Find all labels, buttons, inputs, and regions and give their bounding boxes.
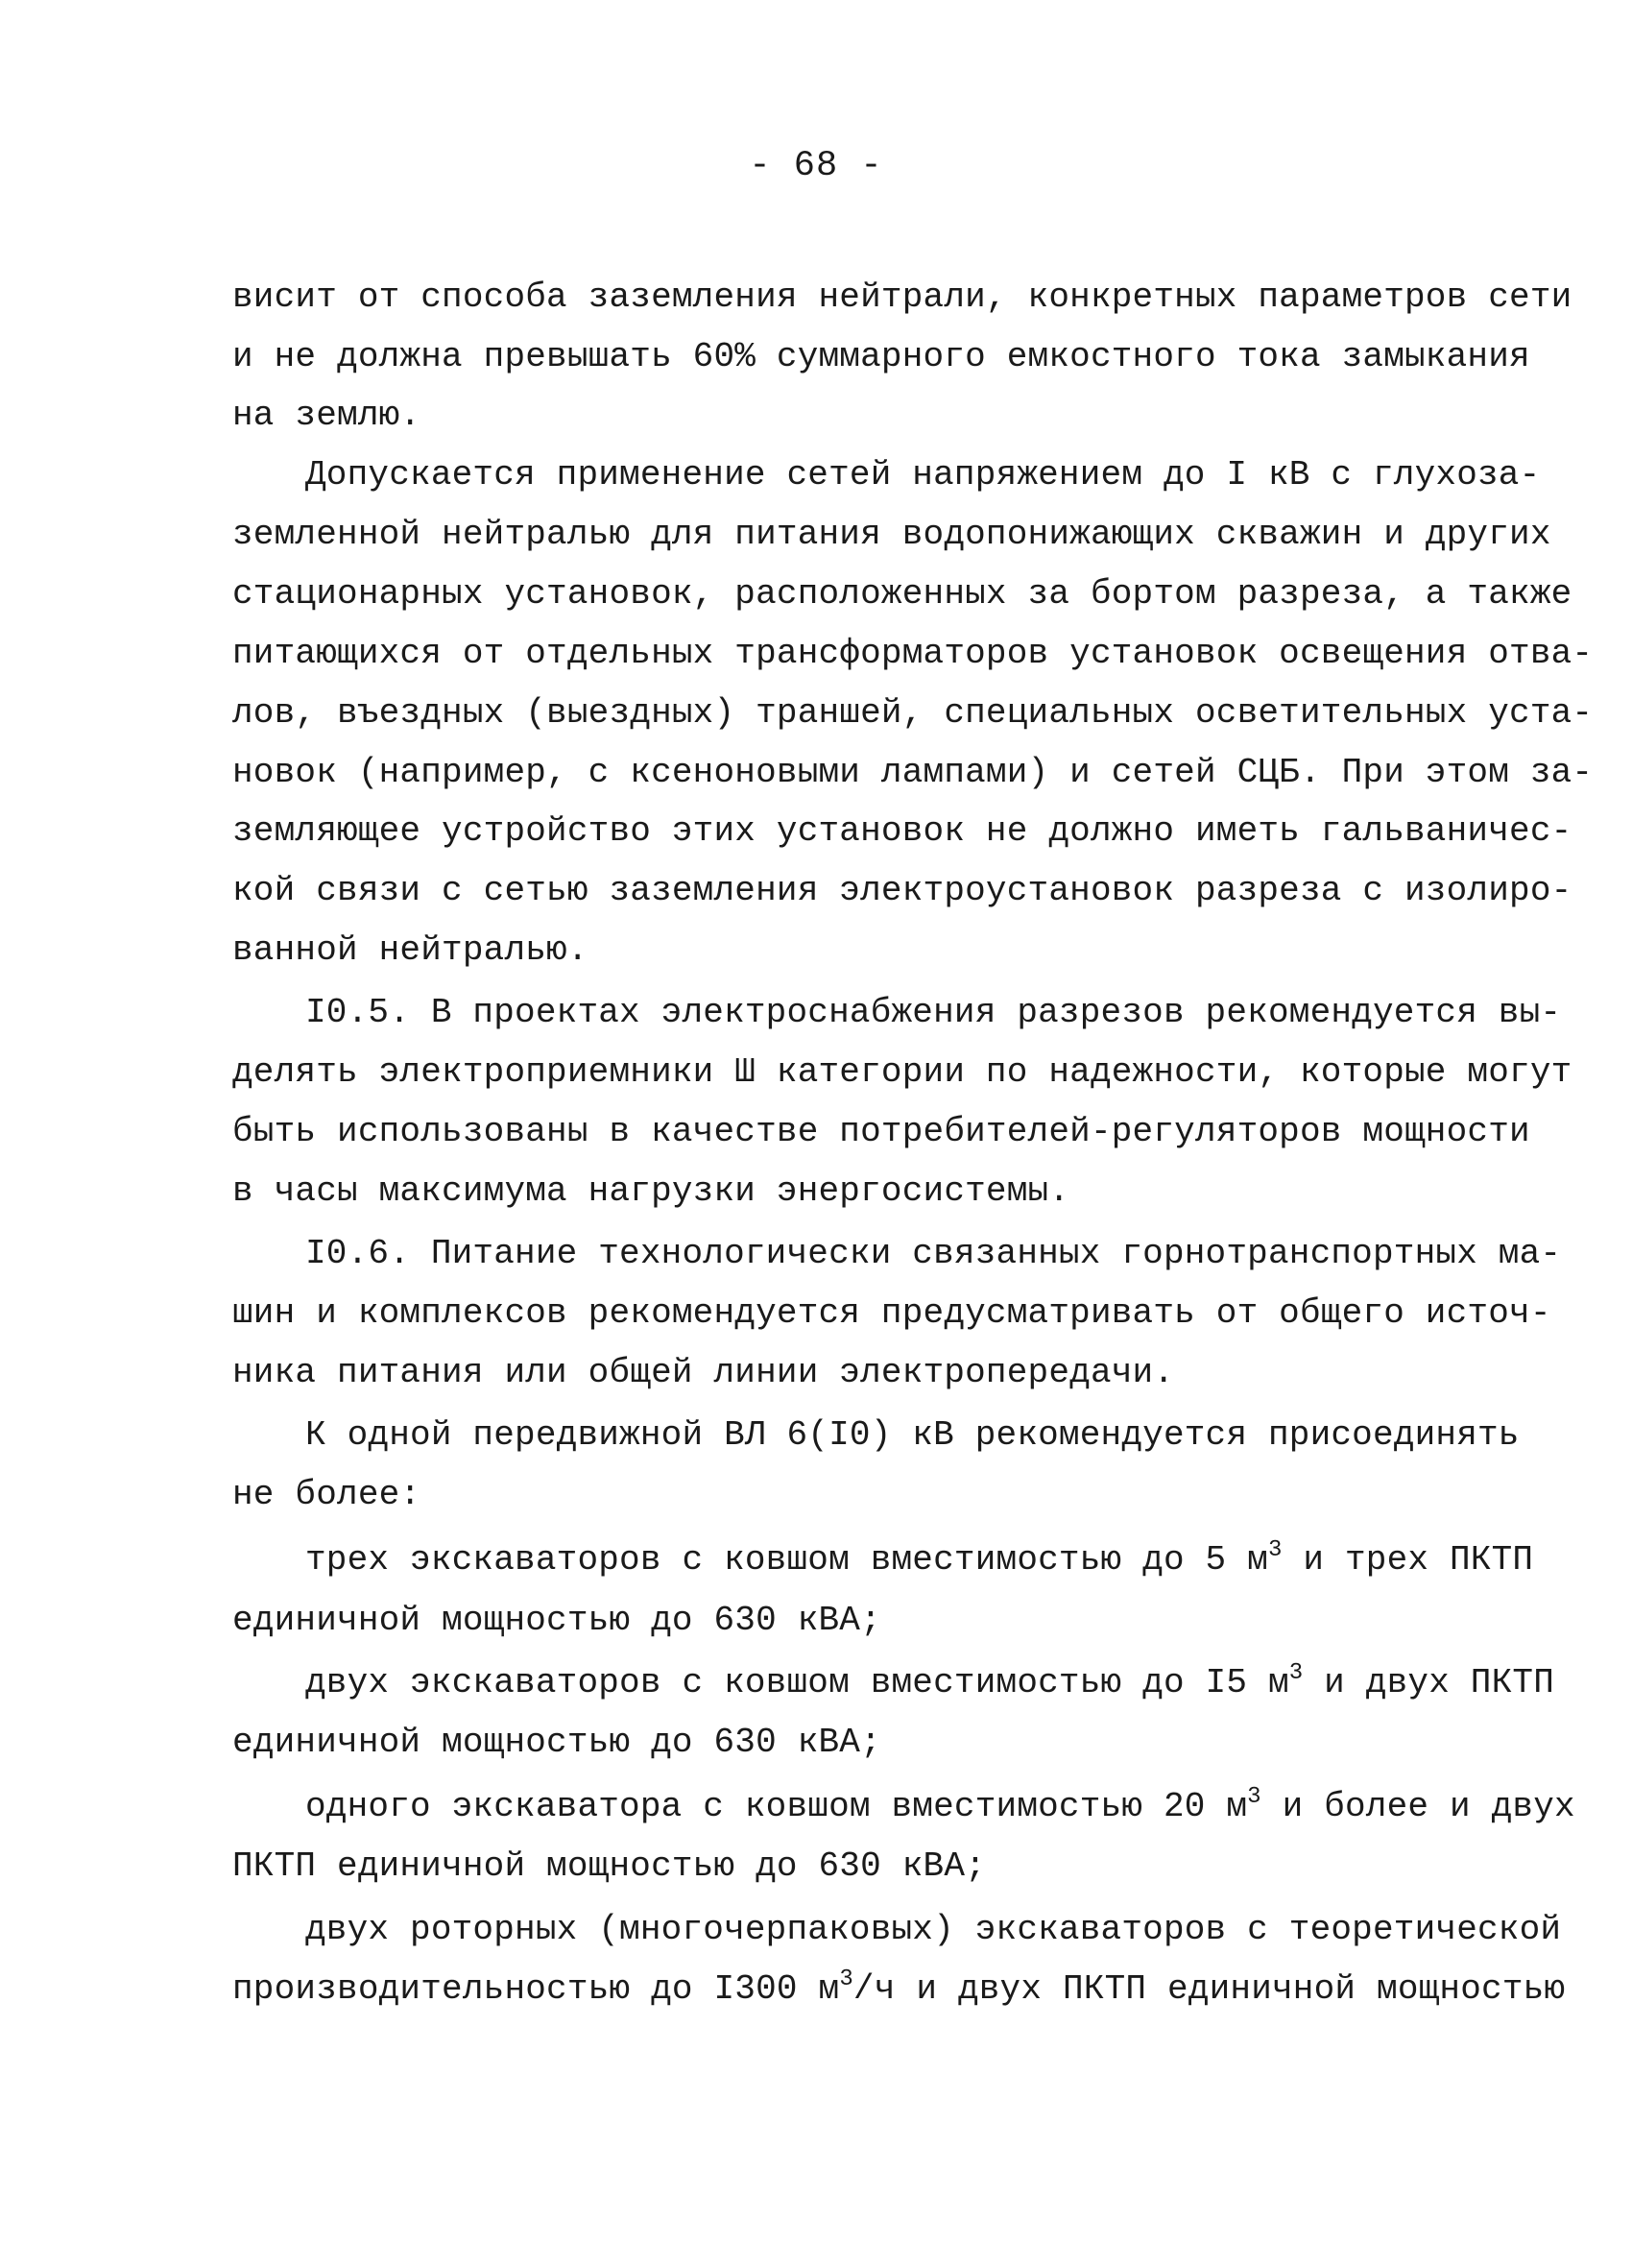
text-line: единичной мощностью до 630 кВА; xyxy=(232,1723,881,1762)
text-line: питающихся от отдельных трансформаторов установок освещения отва- xyxy=(232,634,1594,673)
text-line: земленной нейтралью для питания водопонижающих скважин и других xyxy=(232,515,1551,554)
text-line: кой связи с сетью заземления электроустановок разреза с изолиро- xyxy=(232,871,1572,910)
list-item-line xyxy=(305,1784,1575,1826)
text-line: ника питания или общей линии электропередачи. xyxy=(232,1353,1175,1392)
text-line: делять электроприемники Ш категории по надежности, которые могут xyxy=(232,1052,1572,1092)
text-line: земляющее устройство этих установок не должно иметь гальваничес- xyxy=(232,811,1572,851)
text-line: и не должна превышать 60% суммарного емкостного тока замыкания xyxy=(232,337,1530,376)
text-line: висит от способа заземления нейтрали, конкретных параметров сети xyxy=(232,277,1572,317)
text-line: лов, въездных (выездных) траншей, специальных осветительных уста- xyxy=(232,693,1594,733)
paragraph-first-line: Допускается применение сетей напряжением до I кВ с глухоза- xyxy=(305,455,1541,495)
list-item-line: двух роторных (многочерпаковых) экскаваторов с теоретической xyxy=(305,1910,1562,1949)
text-line: быть использованы в качестве потребителей-регуляторов мощности xyxy=(232,1112,1530,1151)
text-line: ПКТП единичной мощностью до 630 кВА; xyxy=(232,1846,986,1886)
text-fragment: и более и двух xyxy=(1260,1787,1575,1826)
text-line: новок (например, с ксеноновыми лампами) и сетей СЦБ. При этом за- xyxy=(232,753,1594,792)
superscript: 3 xyxy=(1267,1537,1283,1563)
text-fragment: производительностью до I300 м xyxy=(232,1969,840,2009)
list-item-line xyxy=(305,1537,1534,1580)
text-line xyxy=(232,1966,1566,2009)
section-10-5-first-line: I0.5. В проектах электроснабжения разрезов рекомендуется вы- xyxy=(305,993,1562,1032)
text-fragment: одного экскаватора с ковшом вместимостью 20 м xyxy=(305,1787,1248,1826)
superscript: 3 xyxy=(1247,1784,1261,1810)
paragraph-first-line: К одной передвижной ВЛ 6(I0) кВ рекомендуется присоединять xyxy=(305,1415,1520,1455)
text-fragment: /ч и двух ПКТП единичной мощностью xyxy=(852,1969,1566,2009)
text-line: единичной мощностью до 630 кВА; xyxy=(232,1601,881,1640)
text-line: на землю. xyxy=(232,396,421,435)
text-fragment: двух экскаваторов с ковшом вместимостью до I5 м xyxy=(305,1663,1289,1702)
superscript: 3 xyxy=(839,1966,853,1992)
text-fragment: трех экскаваторов с ковшом вместимостью до 5 м xyxy=(305,1540,1268,1580)
text-line: шин и комплексов рекомендуется предусматривать от общего источ- xyxy=(232,1293,1551,1333)
page-number: - 68 - xyxy=(749,146,883,186)
text-line: не более: xyxy=(232,1475,421,1514)
text-line: в часы максимума нагрузки энергосистемы. xyxy=(232,1171,1070,1211)
text-fragment: и двух ПКТП xyxy=(1303,1663,1555,1702)
list-item-line xyxy=(305,1660,1555,1702)
text-fragment: и трех ПКТП xyxy=(1282,1540,1534,1580)
section-10-6-first-line: I0.6. Питание технологически связанных горнотранспортных ма- xyxy=(305,1234,1562,1273)
text-line: стационарных установок, расположенных за бортом разреза, а также xyxy=(232,574,1572,614)
text-line: ванной нейтралью. xyxy=(232,930,588,970)
superscript: 3 xyxy=(1288,1660,1304,1686)
